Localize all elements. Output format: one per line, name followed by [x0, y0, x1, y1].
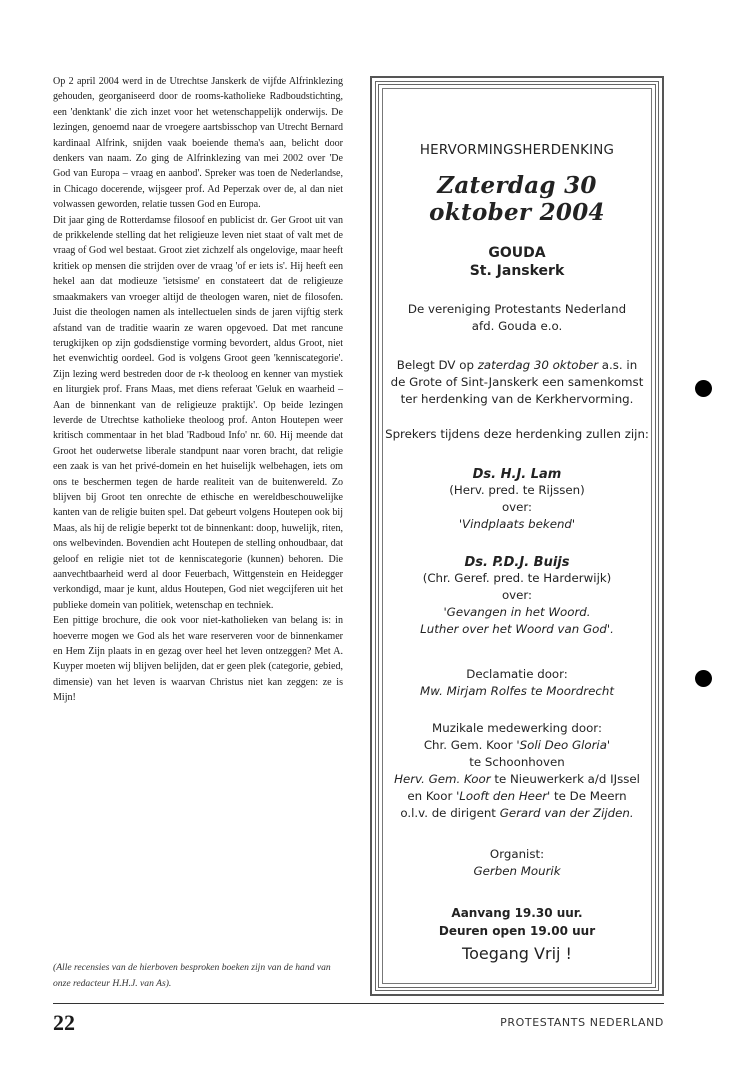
speaker-topic: 'Gevangen in het Woord. — [443, 605, 591, 619]
event-times — [383, 904, 651, 963]
announcement-date: Zaterdag 30 oktober 2004 — [429, 172, 605, 226]
article-text — [53, 74, 343, 706]
speaker-1: Ds. H.J. Lam (Herv. pred. te Rijssen) over: 'Vindplaats bekend' — [383, 467, 651, 533]
review-footnote: (Alle recensies van de hierboven besproken boeken zijn van de hand van onze redacteur H.H.J. van As). — [53, 962, 331, 989]
announcement-title: HERVORMINGSHERDENKING — [419, 143, 615, 158]
speaker-2: Ds. P.D.J. Buijs (Chr. Geref. pred. te Harderwijk) over: 'Gevangen in het Woord. Luther over het Woord van God'. — [383, 555, 651, 638]
speaker-name: Ds. H.J. Lam — [472, 467, 562, 482]
invitation: Belegt DV op zaterdag 30 oktober a.s. in de Grote of Sint-Janskerk een samenkomst ter herdenking van de Kerkhervorming. — [390, 358, 644, 406]
article-paragraph: Een pittige brochure, die ook voor niet-katholieken van belang is: in hoeverre mogen we God als het ware reserveren voor de binnenkamer en Hem Zijn plaats in en gezag over heel het leven ontzeggen? Met A. Kuyper moeten wij blijven belijden, dat er geen plek (categorie, gebied, dimensie) van het leven is waarvan Christus niet kan zeggen: ze is Mijn! — [53, 615, 343, 704]
publication-name: PROTESTANTS NEDERLAND — [500, 1016, 664, 1029]
article-paragraph: Dit jaar ging de Rotterdamse filosoof en publicist dr. Ger Groot uit van de prikkelende stelling dat het religieuze leven niet staat of valt met de vraag of God wel bestaat. Groot ziet zichzelf als ongelovige, maar heeft kritiek op mensen die strijden over de vraag 'of er iets is'. Hij heeft een hekel aan dat modieuze 'ietsisme' en constateert dat de religieuze smaakmakers van vroeger altijd de theologen waren, niet de filosofen. Juist die theologen namen als intellectuelen sinds de jaren vijftig sterk afstand van de traditie waarin ze waren opgevoed. Dat met rancune terugkijken op zijn godsdienstige vorming bevordert, aldus Groot, niet het evenwichtig oordeel. God is volgens Groot geen 'kenniscategorie'. Zijn lezing werd bestreden door de r-k theoloog en kenner van mystiek en liturgiek prof. Frans Maas, met diens referaat 'Geluk en waarheid – Aan de binnenkant van de religieuze praktijk'. Op beide lezingen leverde de Utrechtse katholieke theoloog prof. Anton Houtepen weer kritisch commentaar in het blad 'Radboud Info' nr. 60. Hij meende dat Groot het ouderwetse liberale standpunt naar voren bracht, dat religie een zaak is van het privé-domein en het huiselijk welbehagen, iets om ons te beschermen tegen de harde realiteit van de buitenwereld. Zo blijven bij Groot ten onrechte de ethische en wereldbeschouwelijke kanten van de religie buiten spel. Dat gebeurt volgens Houtepen ook bij Maas, als hij de religie beperkt tot de binnenkant: doop, huwelijk, riten, ons welbevinden. Bovendien acht Houtepen de stelling onhoudbaar, dat geloof en religie niet tot de kenniscategorie (kunnen) behoren. Die aanvechtbaarheid werd al door Feuerbach, Wittgenstein en Heidegger verkondigd, maar je kunt, aldus Houtepen, God niet wegcijferen uit het publieke domein van politiek, wetenschap en techniek. — [53, 214, 343, 611]
speaker-topic: 'Vindplaats bekend' — [458, 517, 576, 531]
announcement-box — [370, 76, 664, 996]
speakers-intro: Sprekers tijdens deze herdenking zullen zijn: — [385, 427, 649, 441]
punch-hole-dot — [695, 380, 712, 397]
start-time: Aanvang 19.30 uur. — [451, 906, 583, 920]
doors-time: Deuren open 19.00 uur — [438, 924, 596, 938]
music: Muzikale medewerking door: Chr. Gem. Koor 'Soli Deo Gloria' te Schoonhoven Herv. Gem. Koor te Nieuwerkerk a/d IJssel en Koor 'Looft den Heer' te De Meern o.l.v. de dirigent Gerard van der Zijden. — [394, 721, 640, 820]
entry-free: Toegang Vrij ! — [462, 944, 572, 963]
announcement-church: St. Janskerk — [469, 263, 565, 279]
organist: Organist: Gerben Mourik — [473, 847, 561, 878]
footer-rule — [53, 1003, 664, 1004]
speaker-name: Ds. P.D.J. Buijs — [464, 555, 570, 570]
punch-hole-dot — [695, 670, 712, 687]
article-paragraph: Op 2 april 2004 werd in de Utrechtse Janskerk de vijfde Alfrinklezing gehouden, georganiseerd door de rooms-katholieke Radboudstichting, een 'denktank' die zich inzet voor het wetenschappelijk onderwijs. De lezingen, genoemd naar de vroegere aartsbisschop van Utrecht Bernard kardinaal Alfrink, snijden vaak boeiende thema's aan, belicht door denkers van naam. Zo ging de Alfrinklezing van mei 2002 over 'De God van Europa – vraag en aanbod'. Spreker was toen de Nederlandse, in Chicago docerende, wijsgeer prof. Ad Peperzak over de, al dan niet volwassen geworden, relatie tussen God en Europa. — [53, 76, 343, 211]
announcement-city: GOUDA — [488, 245, 546, 261]
organizer: De vereniging Protestants Nederland afd. Gouda e.o. — [407, 302, 627, 333]
page-number: 22 — [53, 1010, 75, 1035]
declamation: Declamatie door: Mw. Mirjam Rolfes te Moordrecht — [420, 667, 614, 698]
